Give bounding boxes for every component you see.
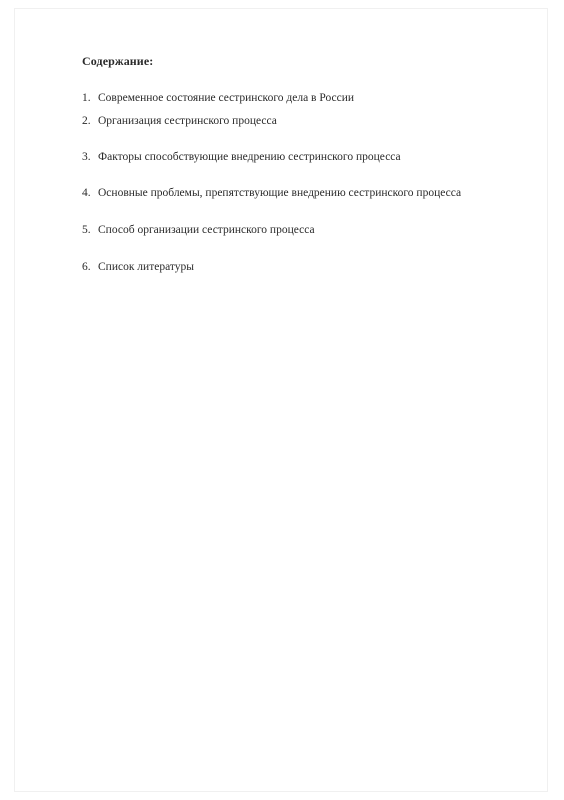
toc-item-text: Организация сестринского процесса xyxy=(98,115,277,127)
toc-item-number: 6. xyxy=(82,261,91,273)
toc-item-text: Современное состояние сестринского дела в России xyxy=(98,92,355,104)
toc-item-text: Список литературы xyxy=(98,261,194,273)
toc-item-number: 5. xyxy=(82,224,91,236)
toc-item-number: 1. xyxy=(82,92,91,104)
toc-heading: Содержание: xyxy=(82,54,154,68)
toc-item-text: Способ организации сестринского процесса xyxy=(98,224,315,236)
toc-item-2 xyxy=(82,115,277,127)
toc-item-6 xyxy=(82,261,194,273)
toc-item-1 xyxy=(82,92,354,104)
toc-item-text: Факторы способствующие внедрению сестринского процесса xyxy=(98,151,401,163)
toc-item-number: 2. xyxy=(82,115,91,127)
toc-item-number: 4. xyxy=(82,187,91,199)
toc-item-4 xyxy=(82,187,461,199)
toc-item-text: Основные проблемы, препятствующие внедрению сестринского процесса xyxy=(98,187,462,199)
toc-item-3 xyxy=(82,151,401,163)
toc-item-5 xyxy=(82,224,315,236)
toc-item-number: 3. xyxy=(82,151,91,163)
